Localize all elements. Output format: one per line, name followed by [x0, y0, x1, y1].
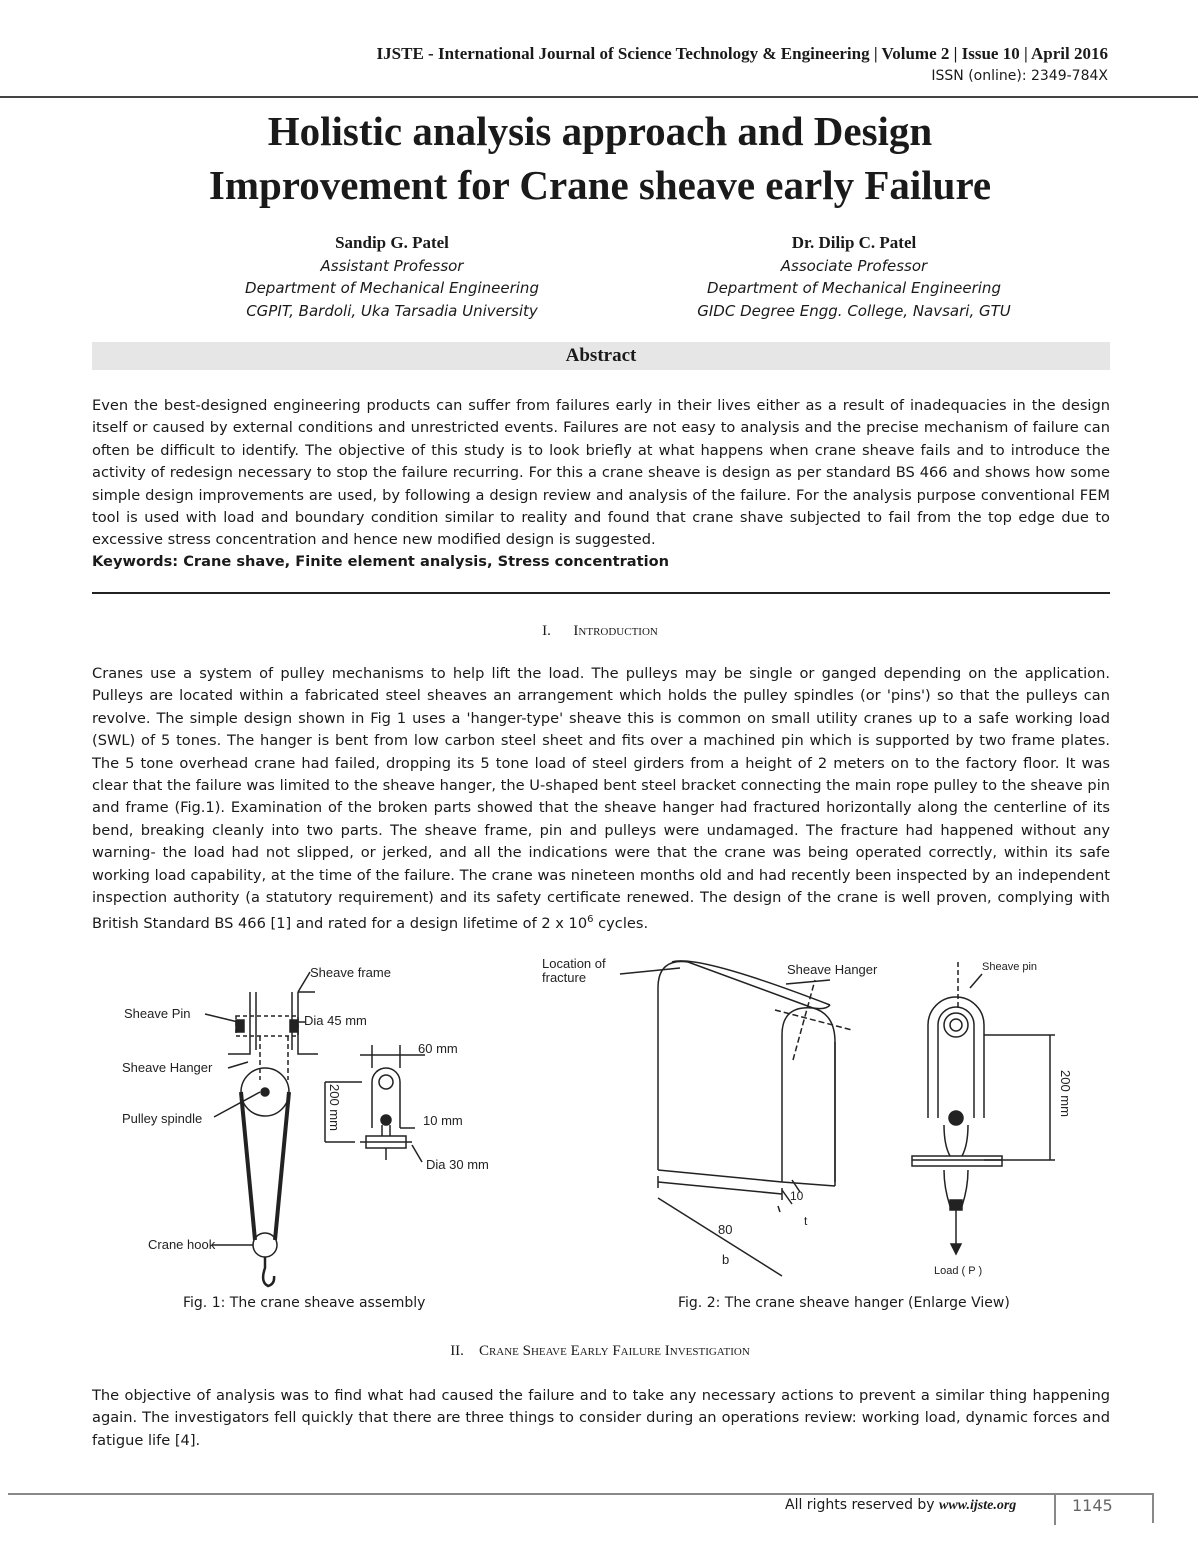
abstract-heading: Abstract [92, 342, 1110, 370]
label-sheave-frame: Sheave frame [310, 965, 391, 980]
label-sheave-pin: Sheave pin [982, 961, 1038, 973]
label-200mm: 200 mm [1058, 1070, 1073, 1117]
hanger-outer-front [658, 962, 813, 1170]
section-2-text: The objective of analysis was to find what had caused the failure and to take any necessary actions to prevent a similar thing happening again. The investigators fell quickly that there are three things to consider during an operations review: working load, dynamic forces and fatigue life [4]. [92, 1387, 1110, 1449]
label-location-of: Location of [542, 956, 606, 971]
label-10mm: 10 mm [423, 1113, 463, 1128]
title-line-2: Improvement for Crane sheave early Failure [208, 162, 992, 208]
figure-1-caption: Fig. 1: The crane sheave assembly [183, 1295, 426, 1311]
page-number: 1145 [1072, 1496, 1113, 1515]
keywords: Keywords: Crane shave, Finite element analysis, Stress concentration [92, 553, 670, 570]
label-80: 80 [718, 1222, 733, 1237]
author-dept: Department of Mechanical Engineering [707, 279, 1001, 297]
label-dia-30: Dia 30 mm [426, 1157, 489, 1172]
section-title: Crane Sheave Early Failure Investigation [478, 1343, 750, 1359]
section-title: Introduction [573, 623, 658, 639]
author-dept: Department of Mechanical Engineering [245, 279, 539, 297]
author-affiliation: GIDC Degree Engg. College, Navsari, GTU [697, 301, 1011, 320]
author-2 [594, 232, 1114, 322]
author-1 [132, 232, 652, 322]
site-link[interactable]: www.ijste.org [939, 1498, 1017, 1513]
figure-1-crane-sheave-assembly [110, 950, 530, 1295]
label-60mm: 60 mm [418, 1041, 458, 1056]
sheave-pin [236, 1016, 298, 1036]
hanger-front-view [928, 997, 984, 1118]
section-2-heading [0, 1343, 1200, 1360]
section-1-heading [0, 623, 1200, 640]
rights-text: All rights reserved by [785, 1497, 940, 1513]
header-divider [0, 96, 1198, 98]
author-name: Dr. Dilip C. Patel [791, 233, 917, 252]
author-affiliation: CGPIT, Bardoli, Uka Tarsadia University [246, 301, 538, 320]
author-role: Associate Professor [780, 256, 928, 275]
section-number: I. [542, 623, 551, 639]
abstract-divider [92, 592, 1110, 594]
exponent: 6 [587, 914, 594, 926]
abstract-text: Even the best-designed engineering products can suffer from failures early in their lives either as a result of inadequacies in the design itself or caused by external conditions and unrestricted events. Failures are not easy to analysis and the precise mechanism of failure can often be difficult to identify. The objective of this study is to look briefly at what happens when crane sheave fails and to introduce the activity of redesign necessary to stop the failure recurring. For this a crane sheave is design as per standard BS 466 and shows how some simple design improvements are used, by following a design review and analysis of the failure. For the analysis purpose conventional FEM tool is used with load and boundary condition similar to reality and found that crane shave subjected to fail from the top edge due to excessive stress concentration and hence new modified design is suggested. [92, 397, 1110, 549]
label-pulley-spindle: Pulley spindle [122, 1111, 203, 1126]
footer-rights [785, 1497, 1016, 1514]
footer-box-left [1054, 1495, 1056, 1525]
footer-box-right [1152, 1493, 1154, 1523]
sheave-pin-section [944, 1013, 968, 1037]
figure-2-sheave-hanger [530, 950, 1090, 1295]
footer-divider [8, 1493, 1152, 1495]
author-role: Assistant Professor [320, 256, 464, 275]
section-number: II. [450, 1343, 464, 1359]
label-sheave-hanger: Sheave Hanger [122, 1060, 213, 1075]
journal-header: IJSTE - International Journal of Science Technology & Engineering | Volume 2 | Issue 10 | April 2016 [376, 44, 1108, 63]
label-b: b [722, 1252, 730, 1267]
label-sheave-hanger: Sheave Hanger [787, 962, 878, 977]
label-dia-45: Dia 45 mm [304, 1013, 367, 1028]
title-line-1: Holistic analysis approach and Design [267, 108, 933, 154]
label-10: 10 [790, 1189, 804, 1203]
label-t: t [804, 1214, 808, 1228]
hook-pulley [253, 1233, 277, 1257]
label-crane-hook: Crane hook [148, 1237, 216, 1252]
intro-body: Cranes use a system of pulley mechanisms to help lift the load. The pulleys may be single or ganged depending on the application. Pulleys are located within a fabricated steel sheaves an arrangement which holds the pulley spindles (or 'pins') so that the pulleys can revolve. The simple design shown in Fig 1 uses a 'hanger-type' sheave this is common on small utility cranes up to a safe working load (SWL) of 5 tones. The hanger is bent from low carbon steel sheet and fits over a machined pin which is supported by two frame plates. The 5 tone overhead crane had failed, dropping its 5 tone load of steel girders from a height of 2 meters on to the factory floor. It was clear that the failure was limited to the sheave hanger, the U-shaped bent steel bracket connecting the main rope pulley to the sheave pin and frame (Fig.1). Examination of the broken parts showed that the sheave hanger had fractured horizontally along the centerline of its bend, breaking cleanly into two parts. The sheave frame, pin and pulleys were undamaged. The fracture had happened without any warning- the load had not slipped, or jerked, and all the indications were that the crane was being operated correctly, within its safe working load capability, at the time of the failure. The crane was nineteen months old and had recently been inspected by an independent inspection authority (a statutory requirement) and its safety certificate renewed. The design of the crane is well proven, complying with British Standard BS 466 [1] and rated for a design lifetime of 2 x 10 [92, 665, 1110, 933]
label-load-p: Load ( P ) [934, 1265, 983, 1277]
intro-end: cycles. [598, 915, 649, 933]
paper-title [0, 104, 1200, 212]
crane-hook [263, 1257, 274, 1286]
label-sheave-pin: Sheave Pin [124, 1006, 191, 1021]
issn-line: ISSN (online): 2349-784X [931, 68, 1108, 84]
label-fracture: fracture [542, 970, 587, 985]
author-name: Sandip G. Patel [335, 233, 449, 252]
introduction-text [92, 663, 1110, 936]
label-200mm: 200 mm [327, 1084, 342, 1131]
hanger-inner [782, 1008, 835, 1182]
figure-2-caption: Fig. 2: The crane sheave hanger (Enlarge View) [678, 1295, 1010, 1311]
